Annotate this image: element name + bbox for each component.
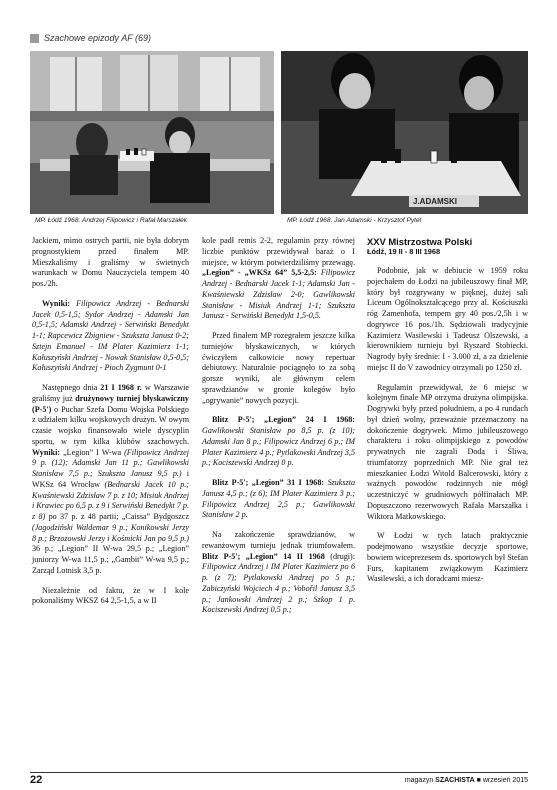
paragraph: Niezależnie od faktu, że w I kole pokonaliśmy WKSZ 64 2,5-1,5, a w II: [32, 585, 189, 606]
text-run: „Legion” I W-wa: [63, 447, 122, 457]
tournament-name: Blitz P-5'; „Legion” 24 I 1968:: [212, 415, 355, 425]
paragraph: Regulamin przewidywał, że 6 miejsc w kolejnym finale MP otrzyma drużyna olimpijska. Dogrywki były przed południem, a po 4 rundach był dzień wolny, przeważnie przeznaczony na dokończenie dogrywek. Mimo jubileuszowego charakteru i roku olimpijskiego z powodów prywatnych nie zagrali Doda i Śliwa, triumfatorzy poprzednich MP. Nie grał też mieszkaniec Łodzi Witold Balcerowski, który z ważnych powodów rodzinnych nie mógł uczestniczyć w grudniowych półfinałach MP. Dopuszczono rezerwowych Rafała Marszałka i Wiktora Matkowskiego.: [367, 382, 528, 521]
tournament-name: Blitz P-5'; „Legion” 14 II 1968: [202, 551, 325, 561]
header-square-icon: [30, 34, 39, 43]
text-column-2: [202, 236, 355, 616]
text-run: 36 p.; „Legion” II W-wa 29,5 p.; „Legion” juniorzy W-wa 11,5 p.; „Gambit” W-wa 9,5 p.; Zarząd Lotnisk 3,5 p.: [32, 544, 189, 575]
text-run: w Warszawie graliśmy już: [32, 383, 189, 403]
team-lineup: (Bednarski Jacek 10 p.; Kwaśniewski Zdzisław 7 p. z 10; Misiuk Andrzej i Krawiec po 6,5 p. z 9 i Serwiński Benedykt 7 p. z 8): [32, 479, 189, 521]
series-label: Szachowe epizody AF (69): [44, 33, 152, 43]
photo-adamski-pytel: [281, 51, 528, 214]
photo-1-illustration: [30, 51, 274, 214]
paragraph-results: [32, 299, 189, 374]
paragraph-blitz-24: [202, 415, 355, 469]
tournament-name: Blitz P-5'; „Legion” 31 I 1968:: [212, 478, 325, 487]
text-run: (drugi):: [330, 551, 355, 561]
text-run: Na zakończenie sprawdzianów, w rewanżowym turnieju jednak triumfowałem.: [202, 530, 355, 550]
paragraph: Podobnie, jak w debiucie w 1959 roku pojechałem do Łodzi na jubileuszowy finał MP, który był rozgrywany w pięknej, dużej sali Liceum Ogólnokształcącego przy al. Kościuszki róg Zamenhofa, tempem gry 40 pos./2,5h i w dogrywce 16 pos./1h. Sędziowali tradycyjnie Kazimierz Wasilewski i Tadeusz Olszewski, a kierownikiem turnieju był Ryszard Stobiecki. Nagrody były średnie: I - 3.000 zł, a za dzielenie miejsc II do V zawodnicy otrzymali po 1250 zł.: [367, 266, 528, 372]
section-heading: XXV Mistrzostwa Polski: [367, 236, 473, 247]
paragraph-blitz-14: [202, 530, 355, 616]
tournament-results: Gawlikowski Stanisław po 8,5 p. (z 10); Adamski Jan 8 p.; Filipowicz Andrzej 6 p.; IM Plater Kazimierz 4 p.; Pytlakowski Andrzej 3,5 p.; Kociszewski Andrzej 0 p.: [202, 426, 355, 468]
tournament-name: drużynowy turniej błyskawiczny (P-5'): [32, 393, 189, 414]
magazine-prefix: magazyn: [404, 777, 434, 784]
paragraph: W Łodzi w tych latach praktycznie podejmowano wszystkie decyzje sportowe, bowiem wiceprezesem ds. sportowych był Stefan Furs, kapitanem związkowym Kazimierz Wasilewski, a ich doradcami miesz-: [367, 531, 528, 584]
text-column-1: [32, 236, 189, 607]
text-column-3: [367, 236, 528, 585]
results-label: Wyniki:: [32, 447, 61, 457]
results-list: Filipowicz Andrzej - Bednarski Jacek 0,5-1,5; Sydor Andrzej - Adamski Jan 0,5-1,5; Adamski Andrzej - Serwiński Benedykt 1-1; Rapcewicz Zbigniew - Szukszta Janusz 0-2; Sztejn Emanuel - IM Plater Kazimierz 1-1; Kałuszyński Andrzej - Nowak Stanisław 0,5-0,5; Kałuszyński Andrzej - Pioch Zygmunt 0-1: [32, 298, 189, 373]
team-lineup: (Filipowicz Andrzej 9 p. (12); Adamski Jan 11 p.; Gawlikowski Stanisław 7,5 p.; Szukszta Janusz 9,5 p.): [32, 447, 189, 478]
team-lineup: (Jagodziński Waldemar 9 p.; Konikowski Jerzy 8 p.; Brzozowski Jerzy i Kośmicki Jan po 9,5 p.): [32, 522, 189, 543]
tournament-results: Szukszta Janusz 4,5 p.; (z 6); IM Plater Kazimierz 3 p.; Filipowicz Andrzej 2,5 p.; Gawlikowski Stanisław 2 p.: [202, 478, 355, 520]
text-run: i WKSz 64 Wrocław: [32, 469, 189, 489]
text-run: kole padł remis 2-2, regulamin przy równej liczbie punktów przewidywał baraż o I miejsce, w którym potwierdziliśmy przewagę.: [202, 236, 355, 267]
text-run: po 37 p. z 48 partii; „Caissa” Bydgoszcz: [48, 512, 189, 521]
section-subheading: Łódź, 19 II - 8 III 1968: [367, 247, 441, 256]
page-number: 22: [30, 774, 43, 786]
text-run: o Puchar Szefa Domu Wojska Polskiego z udziałem kilku wojskowych drużyn. W owym czasie wojsko finansowało wiele dyscyplin sportu, w tym kilka klubów szachowych.: [32, 404, 189, 446]
magazine-footer: [405, 777, 528, 784]
text-run: Następnego dnia: [42, 383, 98, 392]
paragraph-team-blitz: [32, 383, 189, 577]
results-label: Wyniki:: [42, 298, 71, 308]
footer-separator-icon: ■: [476, 777, 481, 784]
match-result: „Legion” - „WKSz 64” 5,5-2,5:: [202, 268, 317, 278]
tournament-results: Filipowicz Andrzej i IM Plater Kazimierz po 6 p. (z 7); Pytlakowski Andrzej po 5 p.; Zabiczyński Wojciech 4 p.; Vobořil Janusz 3,5 p.; Jankowski Andrzej 2 p.; Szkop 1 p. Kociszewski Andrzej 0,5 p.;: [202, 562, 355, 615]
paragraph-playoff: [202, 236, 355, 322]
photo-filipowicz-marszalek: [30, 51, 274, 214]
photo-1-caption: MP. Łódź 1968. Andrzej Filipowicz i Rafał Marszałek: [35, 217, 188, 224]
section-header: [30, 32, 151, 44]
issue-date: wrzesień 2015: [482, 777, 528, 784]
paragraph: Przed finałem MP rozegrałem jeszcze kilka turniejów błyskawicznych, w których ćwiczyłem całkowicie nowy repertuar debiutowy. Naturalnie pociągnęło to za sobą gorsze wyniki, ale głównym celem sprawdzianów w gronie kolegów było „ogrywanie” nowych pozycji.: [202, 331, 355, 405]
magazine-name: SZACHISTA: [435, 777, 475, 784]
date-highlight: 21 I 1968 r.: [100, 383, 142, 392]
paragraph-blitz-31: [202, 478, 355, 521]
photo-2-illustration: [281, 51, 528, 214]
nameplate-text: J.ADAMSKI: [413, 197, 458, 206]
footer-divider: [30, 772, 528, 773]
photo-2-caption: MP. Łódź 1968. Jan Adamski - Krzysztof Pytel: [287, 217, 422, 224]
match-details: Filipowicz Andrzej - Bednarski Jacek 1-1; Adamski Jan - Kwaśniewski Zdzisław 2-0; Gawlikowski Stanisław - Misiuk Andrzej 1-1; Szukszta Janusz - Serwiński Benedykt 1,5-0,5.: [202, 268, 355, 321]
paragraph: Jackiem, mimo ostrych partii, nie była dobrym prognostykiem przed finałem MP. Mieszkaliśmy i graliśmy w świetnych warunkach w Domu Nauczyciela tempem 40 pos./2h.: [32, 236, 189, 288]
